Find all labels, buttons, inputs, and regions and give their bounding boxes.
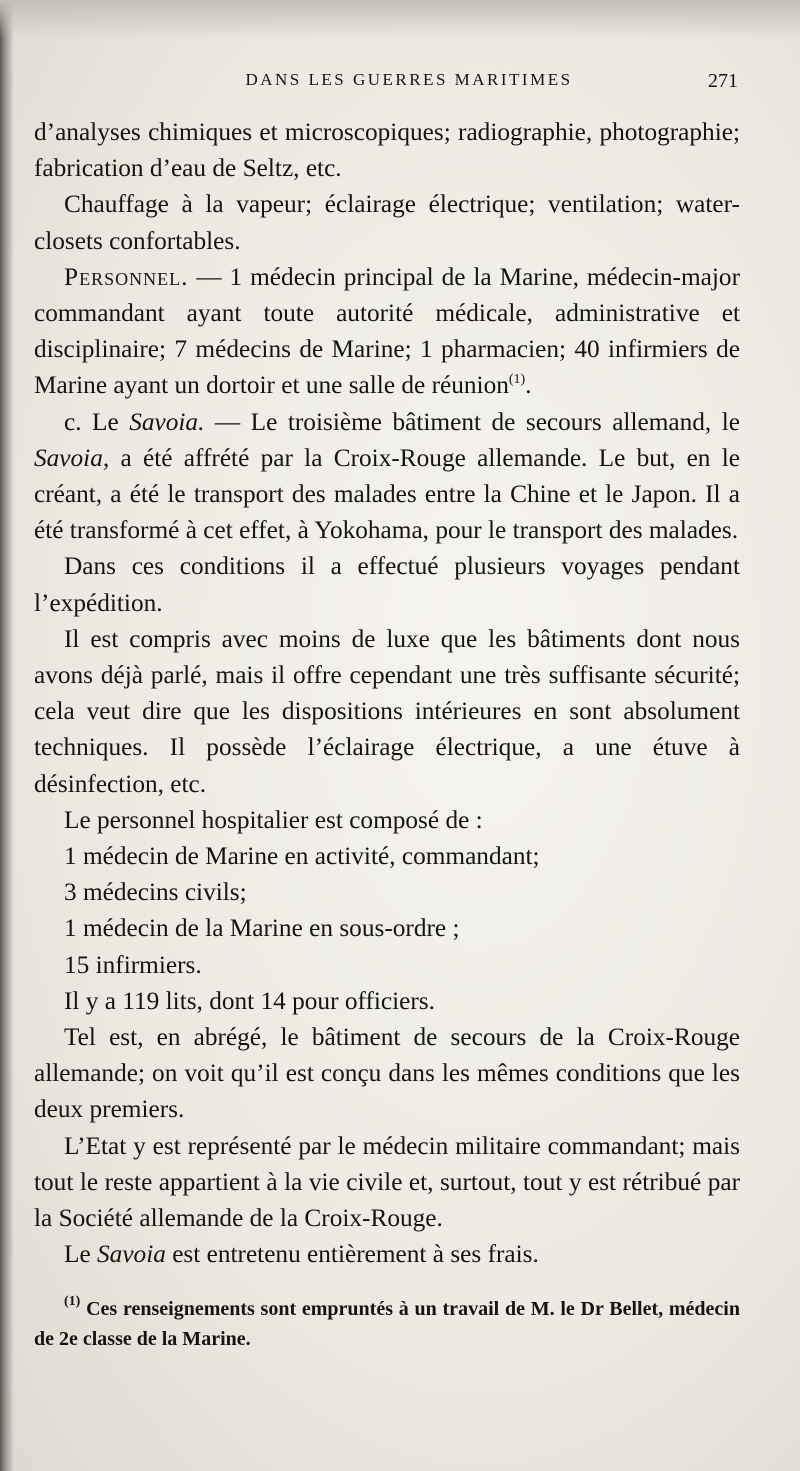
ship-name: Savoia,	[34, 443, 110, 472]
list-item: 15 infirmiers.	[64, 950, 202, 979]
paragraph: Chauffage à la vapeur; éclairage électrique; ventilation; water-closets confortables.	[34, 190, 740, 255]
paragraph: Il y a 119 lits, dont 14 pour officiers.	[64, 986, 435, 1015]
paragraph: Dans ces conditions il a effectué plusieurs voyages pendant l’expédition.	[34, 552, 740, 617]
paragraph: Tel est, en abrégé, le bâtiment de secours de la Croix-Rouge allemande; on voit qu’il est conçu dans les mêmes conditions que les deux premiers.	[34, 1023, 740, 1124]
page-number: 271	[708, 70, 738, 92]
ship-name: Savoia.	[129, 407, 205, 436]
list-item: 1 médecin de Marine en activité, commandant;	[64, 842, 540, 871]
section-label: Personnel.	[64, 262, 189, 291]
page-header	[60, 70, 738, 104]
paragraph-last	[34, 1236, 740, 1272]
footnote	[34, 1294, 740, 1354]
main-text	[34, 114, 740, 1273]
paragraph: Le personnel hospitalier est composé de :	[64, 805, 483, 834]
page-spine-shadow	[0, 0, 14, 1471]
ship-name: Savoia	[97, 1240, 166, 1269]
page-edge-stain	[0, 0, 800, 40]
paragraph-savoia	[34, 404, 740, 549]
paragraph-text: est entretenu entièrement à ses frais.	[165, 1240, 539, 1269]
running-title: DANS LES GUERRES MARITIMES	[245, 70, 573, 89]
footnote-area	[34, 1294, 740, 1354]
section-marker: c. Le	[64, 407, 130, 436]
paragraph-text: — 1 médecin principal de la Marine, médecin-major commandant ayant toute autorité médicale, administrative et disciplinaire; 7 médecins de Marine; 1 pharmacien; 40 infirmiers de Marine ayant un dortoir et une salle de réunion	[34, 262, 740, 400]
paragraph-text: — Le troisième bâtiment de secours allemand, le	[204, 407, 740, 436]
list-item: 3 médecins civils;	[64, 878, 247, 907]
paragraph-end: .	[525, 371, 532, 400]
paragraph: d’analyses chimiques et microscopiques; radiographie, photographie; fabrication d’eau de Seltz, etc.	[34, 118, 740, 183]
footnote-ref: (1)	[508, 372, 526, 388]
paragraph-personnel	[34, 259, 740, 404]
paragraph-text: Le	[64, 1240, 98, 1269]
footnote-text: Ces renseignements sont empruntés à un travail de M. le Dr Bellet, médecin de 2e classe de la Marine.	[34, 1298, 740, 1350]
paragraph-text: a été affrété par la Croix-Rouge allemande. Le but, en le créant, a été le transport des malades entre la Chine et le Japon. Il a été transformé à cet effet, à Yokohama, pour le transport des malades.	[34, 443, 740, 545]
list-item: 1 médecin de la Marine en sous-ordre ;	[64, 914, 460, 943]
paragraph: L’Etat y est représenté par le médecin militaire commandant; mais tout le reste appartient à la vie civile et, surtout, tout y est rétribué par la Société allemande de la Croix-Rouge.	[34, 1131, 740, 1233]
footnote-marker: (1)	[64, 1294, 81, 1309]
paragraph: Il est compris avec moins de luxe que les bâtiments dont nous avons déjà parlé, mais il offre cependant une très suffisante sécurité; cela veut dire que les dispositions intérieures en sont absolument techniques. Il possède l’éclairage électrique, a une étuve à désinfection, etc.	[34, 624, 740, 798]
